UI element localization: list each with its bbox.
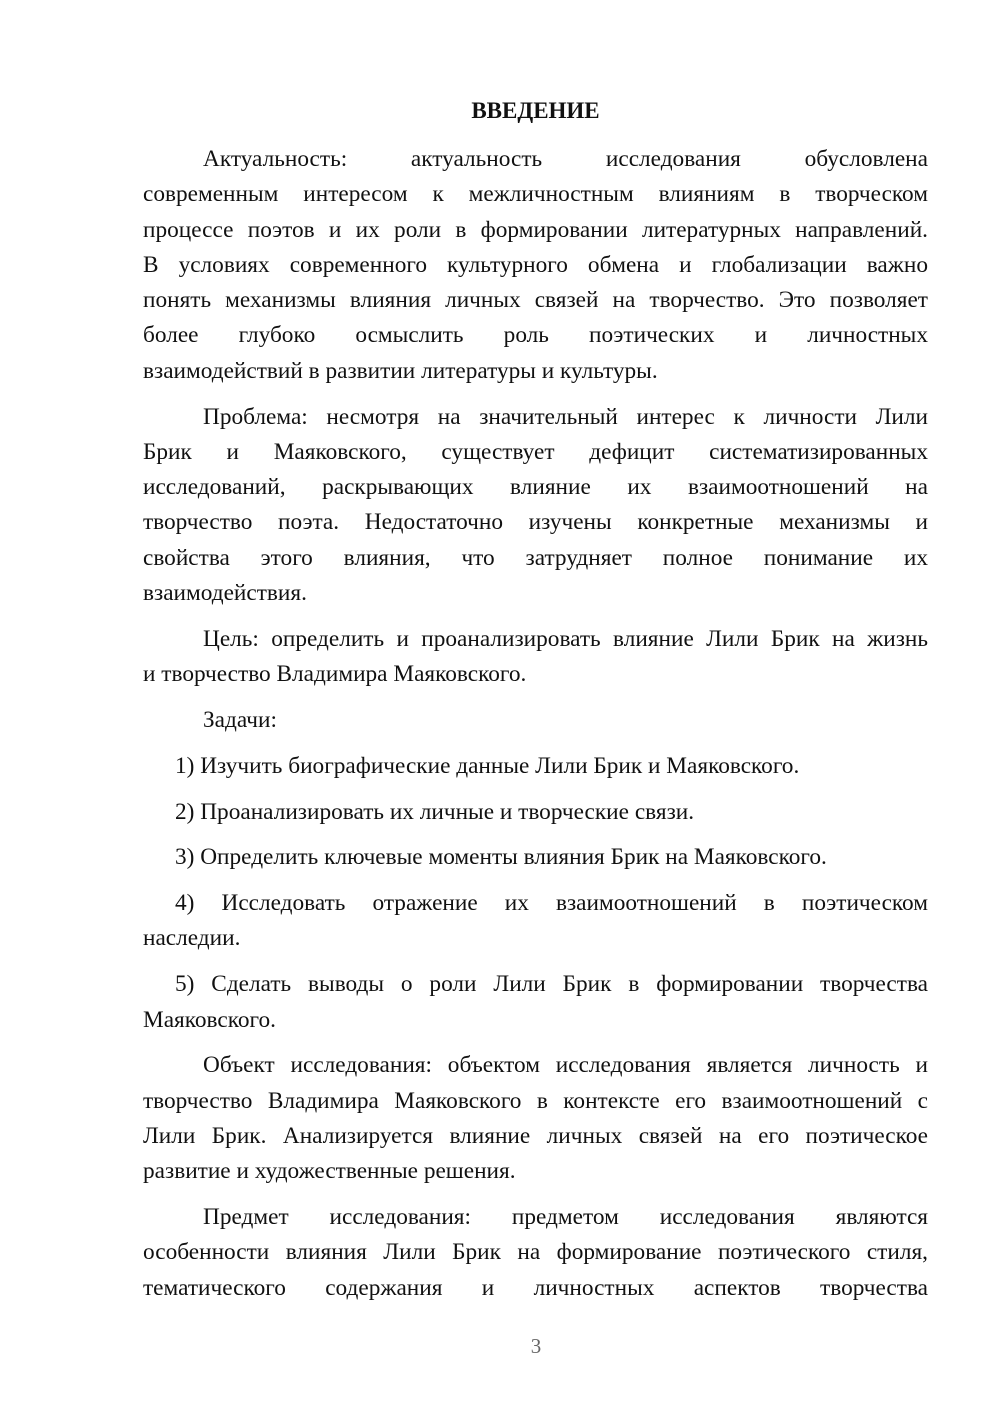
list-item xyxy=(143,886,928,957)
text-line: Задачи: xyxy=(203,706,277,733)
text-line: В условиях современного культурного обмена и глобализации важно xyxy=(143,251,928,278)
text-line: Предмет исследования: предметом исследования являются xyxy=(203,1204,928,1231)
text-line: 5) Сделать выводы о роли Лили Брик в формировании творчества xyxy=(175,971,928,998)
paragraph xyxy=(143,1200,928,1306)
text-line: тематического содержания и личностных аспектов творчества xyxy=(143,1274,928,1301)
text-line: 1) Изучить биографические данные Лили Брик и Маяковского. xyxy=(175,752,800,779)
text-line: 3) Определить ключевые моменты влияния Брик на Маяковского. xyxy=(175,844,827,871)
list-item xyxy=(143,967,928,1038)
text-line: и творчество Владимира Маяковского. xyxy=(143,661,527,688)
text-line: Маяковского. xyxy=(143,1006,276,1033)
text-line: взаимодействий в развитии литературы и культуры. xyxy=(143,357,658,384)
paragraph xyxy=(143,1048,928,1189)
text-line: 2) Проанализировать их личные и творческие связи. xyxy=(175,798,695,825)
document-body xyxy=(143,142,928,1306)
list-item xyxy=(143,840,928,875)
text-line: исследований, раскрывающих влияние их взаимоотношений на xyxy=(143,474,928,501)
text-line: понять механизмы влияния личных связей на творчество. Это позволяет xyxy=(143,287,928,314)
text-line: Цель: определить и проанализировать влияние Лили Брик на жизнь xyxy=(203,625,928,652)
text-line: творчество Владимира Маяковского в контексте его взаимоотношений с xyxy=(143,1087,928,1114)
text-line: наследии. xyxy=(143,925,241,952)
text-line: Проблема: несмотря на значительный интерес к личности Лили xyxy=(203,403,928,430)
list-item xyxy=(143,749,928,784)
text-line: свойства этого влияния, что затрудняет полное понимание их xyxy=(143,544,928,571)
text-line: развитие и художественные решения. xyxy=(143,1158,516,1185)
text-line: Актуальность: актуальность исследования обусловлена xyxy=(203,146,928,172)
paragraph xyxy=(143,703,928,738)
text-line: современным интересом к межличностным влияниям в творческом xyxy=(143,181,928,208)
text-line: более глубоко осмыслить роль поэтических и личностных xyxy=(143,322,928,349)
document-page xyxy=(143,93,928,1316)
paragraph xyxy=(143,142,928,389)
text-line: Объект исследования: объектом исследования является личность и xyxy=(203,1052,928,1079)
text-line: творчество поэта. Недостаточно изучены конкретные механизмы и xyxy=(143,509,928,536)
text-line: взаимодействия. xyxy=(143,580,307,607)
text-line: 4) Исследовать отражение их взаимоотношений в поэтическом xyxy=(175,890,928,917)
page-number: 3 xyxy=(530,1334,542,1358)
paragraph xyxy=(143,400,928,612)
list-item xyxy=(143,795,928,830)
text-line: особенности влияния Лили Брик на формирование поэтического стиля, xyxy=(143,1239,928,1266)
paragraph xyxy=(143,622,928,693)
text-line: процессе поэтов и их роли в формировании литературных направлений. xyxy=(143,216,928,243)
section-title: ВВЕДЕНИЕ xyxy=(471,98,600,123)
text-line: Брик и Маяковского, существует дефицит систематизированных xyxy=(143,438,928,465)
text-line: Лили Брик. Анализируется влияние личных связей на его поэтическое xyxy=(143,1122,928,1149)
